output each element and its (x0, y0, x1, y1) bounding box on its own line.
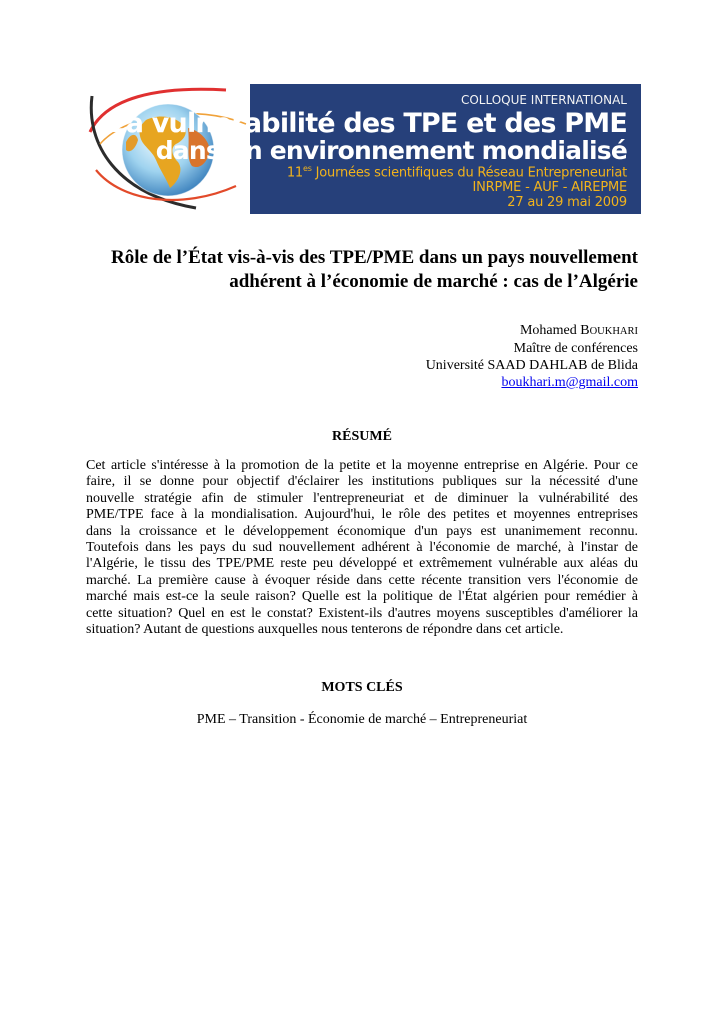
banner-journees: $11^{es}$ Journées scientifiques du Réseau Entrepreneuriat (286, 164, 627, 181)
abstract-line: marché. La première cause à évoquer réside dans cette récente transition vers l'économie de (86, 572, 638, 588)
abstract-line: l'Algérie, le tissu des TPE/PME reste peu développé et extrêmement vulnérable aux aléas du (86, 556, 638, 572)
abstract-line: PME/TPE face à la mondialisation. Aujourd'hui, le rôle des petites et moyennes entreprises (86, 507, 638, 523)
abstract-line: marché mais est-ce la seule raison? Quelle est la politique de l'État algérien pour remédier à (86, 589, 638, 605)
banner-title-line-1: La vulnérabilité des TPE et des PME (109, 108, 627, 139)
abstract-line: cette situation? Quel en est le constat? Existent-ils d'autres moyens susceptibles d'améliorer la (86, 605, 638, 621)
banner-title-line-2: dans un environnement mondialisé (155, 136, 627, 165)
abstract-body (86, 458, 638, 638)
keywords-text: PME – Transition - Économie de marché – Entrepreneuriat (196, 712, 528, 727)
abstract-line: faire, il se donne pour objectif d'éclairer les institutions publiques sur la nécessité d'une (86, 474, 638, 490)
abstract-heading: RÉSUMÉ (332, 429, 392, 444)
paper-title-line-2: adhérent à l’économie de marché : cas de l’Algérie (229, 271, 638, 292)
abstract-line: Toutefois dans les pays du sud nouvellement adhérent à l'économie de marché, à l'instar de (86, 540, 638, 556)
abstract-line: nouvelle stratégie afin de stimuler l'entrepreneuriat et de diminuer la vulnérabilité des (86, 490, 638, 506)
abstract-line: situation? Autant de questions auxquelles nous tenterons de répondre dans cet article. (86, 622, 564, 638)
banner-organizers: INRPME - AUF - AIREPME (472, 180, 627, 195)
author-position: Maître de conférences (513, 341, 638, 356)
abstract-line: Cet article s'intéresse à la promotion de la petite et la moyenne entreprise en Algérie. Pour ce (86, 458, 638, 473)
author-university: Université SAAD DAHLAB de Blida (425, 358, 638, 373)
author-email-link[interactable]: boukhari.m@gmail.com (501, 375, 638, 390)
banner-title-panel (109, 84, 641, 214)
banner-colloque: COLLOQUE INTERNATIONAL (460, 93, 627, 107)
conference-banner (86, 84, 641, 214)
paper-title-line-1: Rôle de l’État vis-à-vis des TPE/PME dans un pays nouvellement (111, 247, 638, 268)
author-email-line (426, 374, 638, 391)
author-name: Mohamed BOUKHARI (519, 323, 638, 338)
abstract-line: dans la croissance et le développement économique d'un pays est unanimement reconnu. (86, 523, 638, 539)
paper-title (86, 246, 638, 294)
keywords-heading: MOTS CLÉS (321, 680, 403, 695)
author-block (426, 322, 638, 391)
banner-dates: 27 au 29 mai 2009 (507, 195, 627, 210)
